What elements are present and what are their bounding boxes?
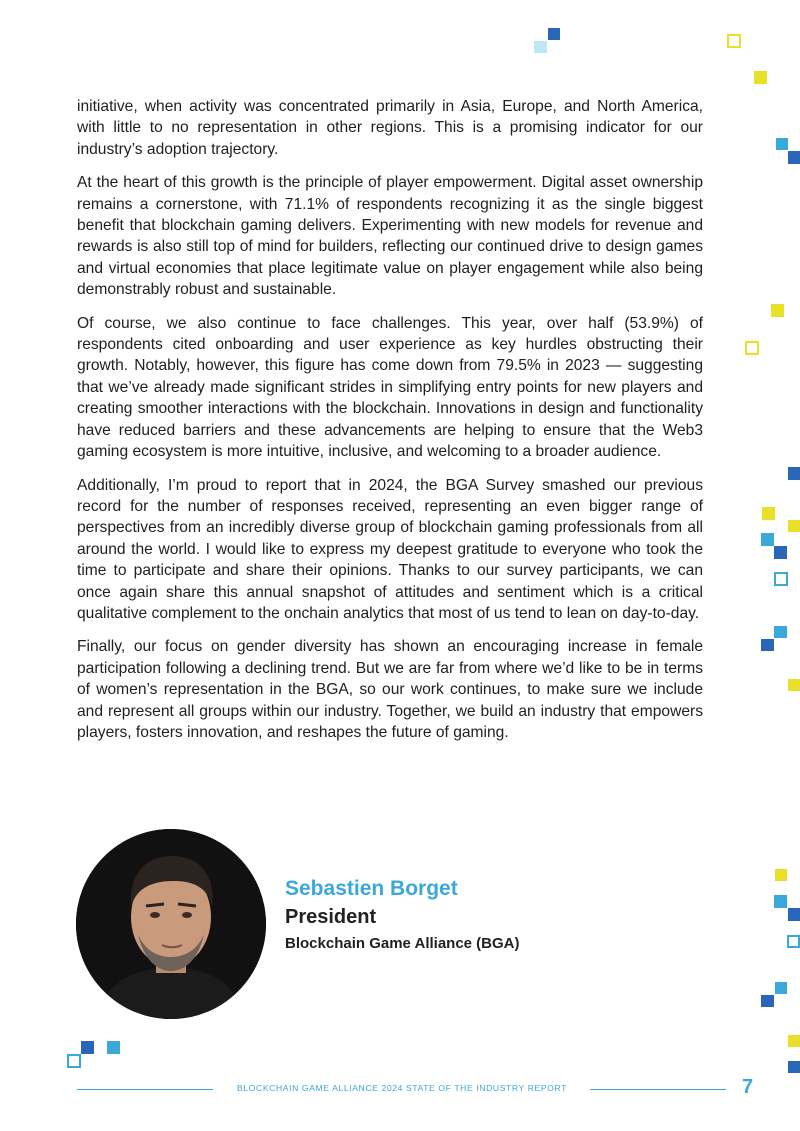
- decor-square: [787, 935, 800, 948]
- footer-divider-left: [77, 1089, 213, 1090]
- decor-square: [745, 341, 759, 355]
- decor-square: [548, 28, 560, 40]
- decor-square: [754, 71, 767, 84]
- decor-square: [771, 304, 784, 317]
- author-portrait: [76, 829, 266, 1019]
- footer-divider-right: [590, 1089, 726, 1090]
- decor-square: [788, 679, 800, 691]
- portrait-illustration: [76, 829, 266, 1019]
- page-number: 7: [742, 1076, 754, 1098]
- decor-square: [81, 1041, 94, 1054]
- decor-square: [774, 546, 787, 559]
- author-name: Sebastien Borget: [285, 877, 458, 900]
- decor-square: [775, 869, 787, 881]
- decor-square: [788, 520, 800, 532]
- body-paragraph: initiative, when activity was concentrated primarily in Asia, Europe, and North America, with little to no representation in other regions. This is a promising indicator for our industry’s adoption trajectory.: [77, 98, 703, 158]
- decor-square: [788, 467, 800, 480]
- decor-square: [788, 1061, 800, 1073]
- decor-square: [774, 626, 787, 638]
- author-organization: Blockchain Game Alliance (BGA): [285, 935, 520, 952]
- article-body: [77, 96, 703, 755]
- decor-square: [761, 533, 774, 546]
- body-paragraph: Finally, our focus on gender diversity has shown an encouraging increase in female participation following a declining trend. But we are far from where we’d like to be in terms of women’s representation in the BGA, so our work continues, to make sure we include and represent all groups within our industry. Together, we build an industry that empowers players, fosters innovation, and reshapes the future of gaming.: [77, 638, 703, 741]
- decor-square: [775, 982, 787, 994]
- decor-square: [788, 151, 800, 164]
- decor-square: [761, 995, 774, 1007]
- decor-square: [774, 572, 788, 586]
- decor-square: [727, 34, 741, 48]
- decor-square: [761, 639, 774, 651]
- author-title: President: [285, 906, 377, 928]
- footer-report-title: BLOCKCHAIN GAME ALLIANCE 2024 STATE OF THE INDUSTRY REPORT: [237, 1083, 567, 1093]
- decor-square: [788, 1035, 800, 1047]
- body-paragraph: Additionally, I’m proud to report that in 2024, the BGA Survey smashed our previous record for the number of responses received, representing an even bigger range of perspectives from an incredibly diverse group of blockchain gaming professionals from all around the world. I would like to express my deepest gratitude to everyone who took the time to participate and share their opinions. Thanks to our survey participants, we can once again share this annual snapshot of attitudes and sentiment which is a critical qualitative complement to the onchain analytics that most of us tend to lean on day-to-day.: [77, 476, 703, 622]
- decor-square: [774, 895, 787, 908]
- decor-square: [788, 908, 800, 921]
- body-paragraph: At the heart of this growth is the principle of player empowerment. Digital asset ownership remains a cornerstone, with 71.1% of respondents recognizing it as the single biggest benefit that blockchain gaming delivers. Experimenting with new models for revenue and rewards is also still top of mind for builders, reflecting our continued drive to design games and virtual economies that place legitimate value on player engagement while also being demonstrably robust and sustainable.: [77, 174, 703, 299]
- decor-square: [67, 1054, 81, 1068]
- decor-square: [107, 1041, 120, 1054]
- decor-square: [762, 507, 775, 520]
- body-paragraph: Of course, we also continue to face challenges. This year, over half (53.9%) of respondents cited onboarding and user experience as key hurdles obstructing their growth. Notably, however, this figure has come down from 79.5% in 2023 — suggesting that we’ve already made significant strides in simplifying entry points for new players and creating smoother interactions with the blockchain. Innovations in design and functionality have reduced barriers and these advancements are helping to ensure that the Web3 gaming ecosystem is more intuitive, inclusive, and welcoming to a broader audience.: [77, 314, 703, 461]
- decor-square: [534, 41, 547, 53]
- decor-square: [776, 138, 788, 150]
